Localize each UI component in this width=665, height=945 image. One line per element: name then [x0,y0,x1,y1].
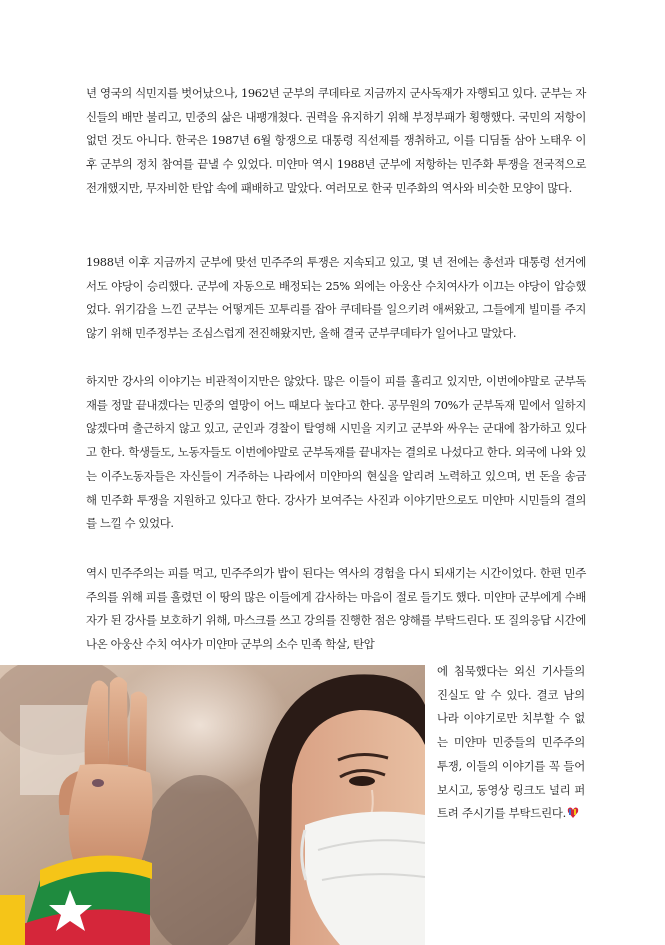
paragraph-3: 하지만 강사의 이야기는 비관적이지만은 않았다. 많은 이들이 피를 흘리고 있지만, 이번에야말로 군부독재를 정말 끝내겠다는 민중의 열망이 어느 때보다 높다고 한다. 공무원의 70%가 군부독재 밑에서 일하지 않겠다며 출근하지 않고 있고, 군인과 경찰이 탈영해 시민을 지키고 군부와 싸우는 군대에 참가하고 있다고 한다. 학생들도, 노동자들도 이번에야말로 군부독재를 끝내자는 결의로 나섰다고 한다. 외국에 나와 있는 이주노동자들은 자신들이 거주하는 나라에서 미얀마의 현실을 알리려 노력하고 있으며, 번 돈을 송금해 민주화 투쟁을 지원하고 있다고 한다. 강사가 보여주는 사진과 이야기만으로도 미얀마 시민들의 결의를 느낄 수 있었다. [86,374,586,531]
protest-photo-illustration [0,665,425,945]
paragraph-1: 년 영국의 식민지를 벗어났으나, 1962년 군부의 쿠데타로 지금까지 군사독재가 자행되고 있다. 군부는 자신들의 배만 불리고, 민중의 삶은 내팽개쳤다. 권력을 유지하기 위해 부정부패가 횡행했다. 국민의 저항이 없던 것도 아니다. 한국은 1987년 6월 항쟁으로 대통령 직선제를 쟁취하고, 이를 디딤돌 삼아 노태우 이후 군부의 정치 참여를 끝낼 수 있었다. 미얀마 역시 1988년 군부에 저항하는 민주화 투쟁을 전국적으로 전개했지만, 무자비한 탄압 속에 패배하고 말았다. 여러모로 한국 민주화의 역사와 비슷한 모양이 많다. [86,86,586,195]
protest-photo [0,665,425,945]
wrapped-paragraph-text: 에 침묵했다는 외신 기사들의 진실도 알 수 있다. 결코 남의 나라 이야기로만 치부할 수 없는 미얀마 민중들의 민주주의 투쟁, 이들의 이야기를 꼭 들어보시고, 동영상 링크도 널리 퍼트려 주시기를 부탁드린다. [437,664,585,821]
paragraph-4: 역시 민주주의는 피를 먹고, 민주주의가 밥이 된다는 역사의 경험을 다시 되새기는 시간이었다. 한편 민주주의를 위해 피를 흘렸던 이 땅의 많은 이들에게 감사하는 마음이 절로 들기도 했다. 미얀마 군부에게 수배자가 된 강사를 보호하기 위해, 마스크를 쓰고 강의를 진행한 점은 양해를 부탁드린다. 또 질의응답 시간에 나온 아웅산 수치 여사가 미얀마 군부의 소수 민족 학살, 탄압 [86,566,586,652]
paragraph-2: 1988년 이후 지금까지 군부에 맞선 민주주의 투쟁은 지속되고 있고, 몇 년 전에는 총선과 대통령 선거에서도 야당이 승리했다. 군부에 자동으로 배정되는 25% 외에는 아웅산 수치여사가 이끄는 야당이 압승했었다. 위기감을 느낀 군부는 어떻게든 꼬투리를 잡아 쿠데타를 일으키려 애써왔고, 그들에게 빌미를 주지 않기 위해 민주정부는 조심스럽게 전진해왔지만, 올해 결국 군부쿠데타가 일어나고 말았다. [86,255,586,341]
decorative-heart-icon [567,806,579,819]
wrapped-paragraph [437,660,585,826]
